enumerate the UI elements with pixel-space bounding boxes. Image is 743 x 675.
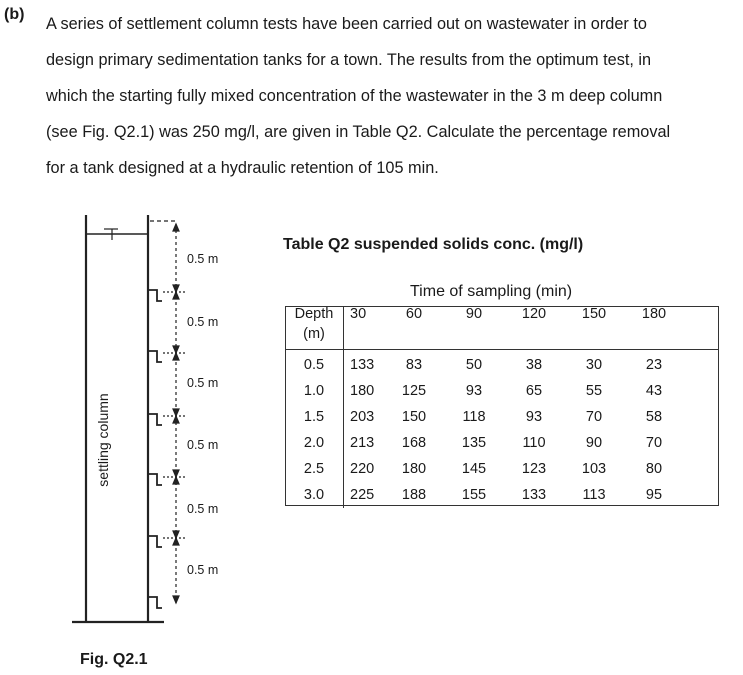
value-cell: 118 (462, 409, 486, 425)
value-cell: 70 (585, 409, 603, 425)
value-cell: 110 (522, 435, 546, 451)
value-cell: 155 (461, 487, 487, 503)
value-cell: 133 (521, 487, 547, 503)
value-cell: 103 (581, 461, 607, 477)
value-cell: 43 (645, 383, 663, 399)
value-cell: 93 (525, 409, 543, 425)
value-cell: 65 (525, 383, 543, 399)
question-line: (see Fig. Q2.1) was 250 mg/l, are given in Table Q2. Calculate the percentage removal (46, 123, 671, 141)
value-cell: 213 (344, 430, 385, 456)
time-header: 90 (465, 306, 483, 322)
table-title: Table Q2 suspended solids conc. (mg/l) (283, 236, 584, 253)
value-cell: 58 (645, 409, 663, 425)
value-cell: 125 (401, 383, 427, 399)
time-header: 30 (344, 306, 385, 326)
value-cell: 50 (465, 357, 483, 373)
question-line: which the starting fully mixed concentration of the wastewater in the 3 m deep column (46, 87, 663, 105)
segment-label: 0.5 m (187, 438, 219, 452)
sampling-port (148, 536, 162, 547)
depth-cell: 2.5 (303, 461, 325, 477)
value-cell: 225 (344, 482, 385, 508)
value-cell: 95 (645, 487, 663, 503)
value-cell: 23 (645, 357, 663, 373)
value-cell: 123 (521, 461, 547, 477)
depth-cell: 3.0 (303, 487, 325, 503)
value-cell: 83 (405, 357, 423, 373)
value-cell: 93 (465, 383, 483, 399)
time-header: 180 (641, 306, 667, 322)
value-cell: 203 (344, 404, 385, 430)
question-line: for a tank designed at a hydraulic retention of 105 min. (46, 159, 439, 177)
depth-cell: 1.0 (303, 383, 325, 399)
segment-label: 0.5 m (187, 376, 219, 390)
depth-cell: 2.0 (303, 435, 325, 451)
sampling-port (148, 597, 162, 608)
question-label: (b) (4, 6, 25, 23)
value-cell: 180 (344, 378, 385, 404)
value-cell: 188 (401, 487, 427, 503)
table-row (285, 456, 684, 482)
depth-cell: 1.5 (303, 409, 325, 425)
question-line: design primary sedimentation tanks for a town. The results from the optimum test, in (46, 51, 652, 69)
depth-unit: (m) (303, 326, 325, 342)
value-cell: 220 (344, 456, 385, 482)
table-border (718, 306, 719, 505)
sampling-port (148, 351, 162, 362)
table-row (285, 344, 684, 378)
time-heading: Time of sampling (min) (410, 283, 573, 300)
table-row (285, 378, 684, 404)
depth-dimension (163, 224, 185, 603)
question-line: A series of settlement column tests have been carried out on wastewater in order to (46, 15, 647, 33)
segment-label: 0.5 m (187, 502, 219, 516)
value-cell: 145 (461, 461, 487, 477)
value-cell: 90 (585, 435, 603, 451)
segment-label: 0.5 m (187, 563, 219, 577)
value-cell: 150 (401, 409, 427, 425)
value-cell: 38 (525, 357, 543, 373)
figure-caption: Fig. Q2.1 (80, 651, 148, 668)
value-cell: 180 (401, 461, 427, 477)
table-row (285, 482, 684, 508)
time-header: 150 (581, 306, 607, 322)
sampling-port (148, 290, 162, 301)
depth-header: Depth (294, 306, 334, 322)
segment-label: 0.5 m (187, 315, 219, 329)
sampling-port (148, 474, 162, 485)
value-cell: 133 (344, 344, 385, 378)
value-cell: 70 (645, 435, 663, 451)
value-cell: 135 (461, 435, 487, 451)
value-cell: 55 (585, 383, 603, 399)
value-cell: 113 (582, 487, 606, 503)
value-cell: 30 (585, 357, 603, 373)
time-header: 60 (405, 306, 423, 322)
value-cell: 80 (645, 461, 663, 477)
depth-cell: 0.5 (303, 357, 325, 373)
table-row (285, 404, 684, 430)
time-header: 120 (521, 306, 547, 322)
sampling-port (148, 414, 162, 425)
table-header-row (285, 306, 684, 326)
table-header-row (285, 326, 684, 344)
value-cell: 168 (401, 435, 427, 451)
segment-label: 0.5 m (187, 252, 219, 266)
table-row (285, 430, 684, 456)
data-table (285, 306, 685, 508)
